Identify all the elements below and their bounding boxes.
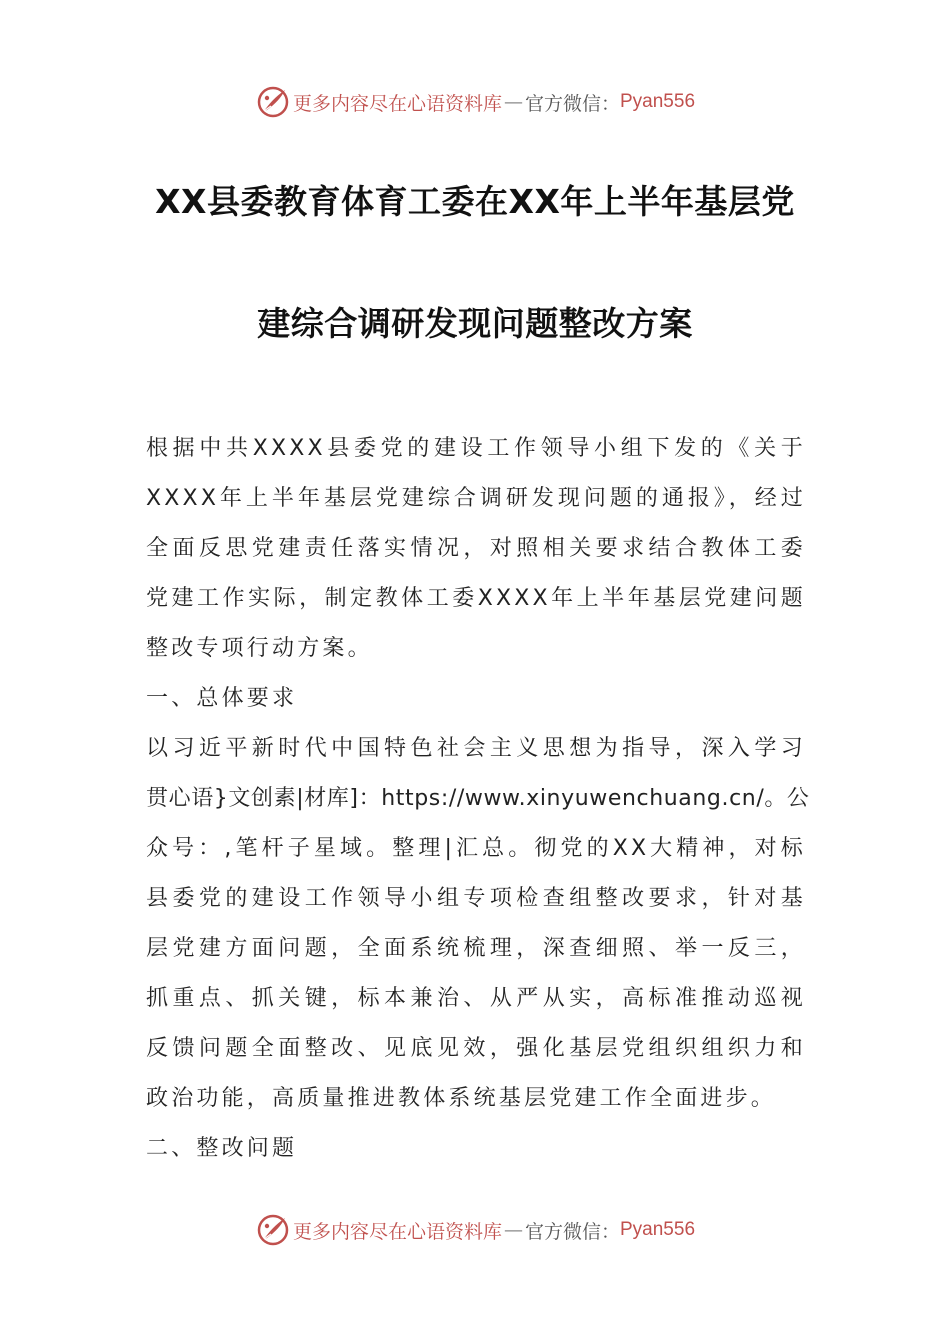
banner-wechat-id: Pyan556: [620, 91, 696, 112]
banner-brand-text: 更多内容尽在心语资料库: [292, 1220, 502, 1243]
body-line: 党建工作实际，制定教体工委XXXX年上半年基层党建问题: [146, 586, 806, 611]
document-title-line-1: XX县委教育体育工委在XX年上半年基层党: [155, 182, 795, 221]
body-line: XXXX年上半年基层党建综合调研发现问题的通报》，经过: [146, 486, 806, 511]
body-line: 以习近平新时代中国特色社会主义思想为指导，深入学习: [146, 736, 806, 761]
header-banner: [0, 82, 950, 122]
body-line: 整改专项行动方案。: [146, 636, 373, 661]
section-heading-1: 一、总体要求: [146, 686, 298, 711]
body-line: 贯心语}文创素|材库]：https://www.xinyuwenchuang.cn/。公: [146, 786, 810, 811]
footer-banner: [0, 1210, 950, 1250]
banner-wechat-label: 官方微信：: [524, 1220, 620, 1243]
banner-brand-text: 更多内容尽在心语资料库: [292, 92, 502, 115]
banner-dash: —: [503, 91, 523, 113]
section-heading-2: 二、整改问题: [146, 1136, 298, 1161]
body-line: 众号：,笔杆子星域。整理|汇总。彻党的XX大精神，对标: [146, 836, 806, 861]
body-line: 根据中共XXXX县委党的建设工作领导小组下发的《关于: [146, 436, 806, 461]
banner-wechat-id: Pyan556: [620, 1219, 696, 1240]
banner-wechat-label: 官方微信：: [524, 92, 620, 115]
body-line: 政治功能，高质量推进教体系统基层党建工作全面进步。: [146, 1086, 777, 1111]
quill-logo-icon: [255, 1212, 291, 1248]
body-line: 县委党的建设工作领导小组专项检查组整改要求，针对基: [146, 886, 806, 911]
body-line: 全面反思党建责任落实情况，对照相关要求结合教体工委: [146, 536, 806, 561]
body-line: 反馈问题全面整改、见底见效，强化基层党组织组织力和: [146, 1036, 806, 1061]
document-body: [146, 424, 810, 1174]
quill-logo-icon: [255, 84, 291, 120]
banner-dash: —: [503, 1219, 523, 1241]
document-title-line-2: 建综合调研发现问题整改方案: [257, 304, 693, 343]
body-line: 层党建方面问题，全面系统梳理，深查细照、举一反三，: [146, 936, 806, 961]
body-line: 抓重点、抓关键，标本兼治、从严从实，高标准推动巡视: [146, 986, 806, 1011]
